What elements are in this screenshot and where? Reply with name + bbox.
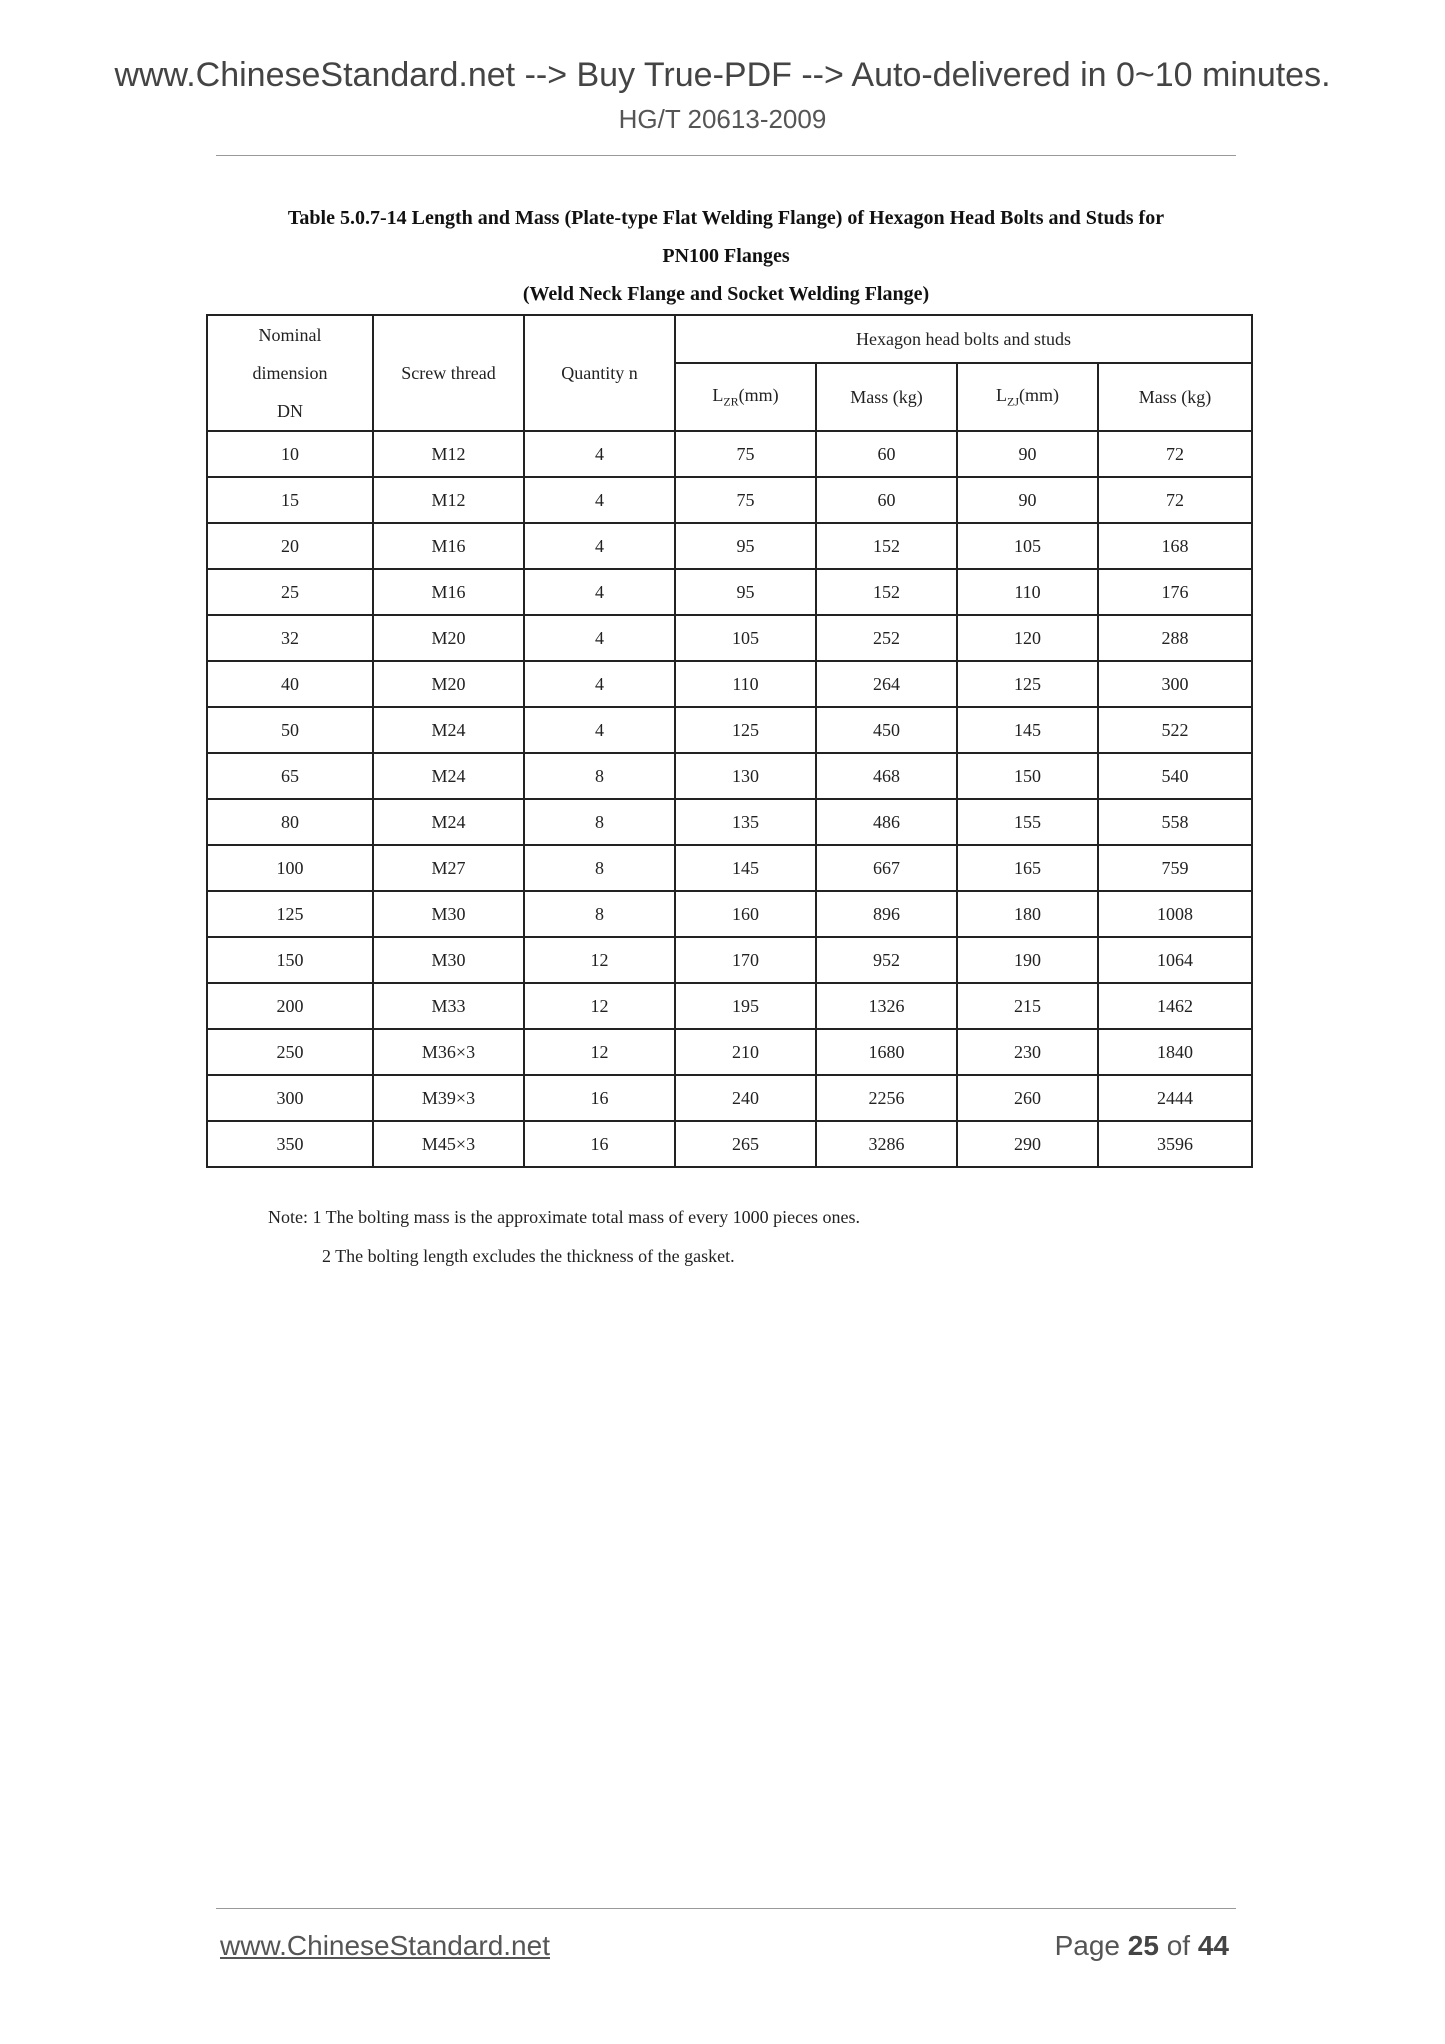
table-row	[207, 1029, 1252, 1075]
table-cell: M39×3	[373, 1075, 524, 1121]
table-cell: 160	[675, 891, 816, 937]
table-row	[207, 845, 1252, 891]
table-cell: M36×3	[373, 1029, 524, 1075]
table-cell: 210	[675, 1029, 816, 1075]
table-cell: 150	[957, 753, 1098, 799]
table-cell: 145	[675, 845, 816, 891]
table-cell: 16	[524, 1121, 675, 1167]
table-cell: 155	[957, 799, 1098, 845]
table-cell: 2256	[816, 1075, 957, 1121]
header-mass-2: Mass (kg)	[1098, 363, 1252, 431]
table-cell: 1680	[816, 1029, 957, 1075]
table-cell: M30	[373, 891, 524, 937]
table-row	[207, 523, 1252, 569]
table-cell: 952	[816, 937, 957, 983]
table-cell: 450	[816, 707, 957, 753]
table-cell: 252	[816, 615, 957, 661]
bolt-length-mass-table	[206, 314, 1253, 1168]
table-cell: 540	[1098, 753, 1252, 799]
table-cell: 16	[524, 1075, 675, 1121]
header-screw-thread: Screw thread	[373, 315, 524, 431]
table-cell: 105	[675, 615, 816, 661]
table-cell: 95	[675, 523, 816, 569]
table-cell: 896	[816, 891, 957, 937]
table-cell: 240	[675, 1075, 816, 1121]
table-cell: 12	[524, 983, 675, 1029]
table-cell: M16	[373, 569, 524, 615]
table-cell: 65	[207, 753, 373, 799]
table-cell: 80	[207, 799, 373, 845]
purchase-banner[interactable]: www.ChineseStandard.net --> Buy True-PDF --> Auto-delivered in 0~10 minutes.	[114, 56, 1331, 94]
table-cell: 2444	[1098, 1075, 1252, 1121]
table-cell: 3286	[816, 1121, 957, 1167]
header-quantity: Quantity n	[524, 315, 675, 431]
table-cell: 667	[816, 845, 957, 891]
table-cell: 72	[1098, 431, 1252, 477]
table-cell: 3596	[1098, 1121, 1252, 1167]
table-cell: 72	[1098, 477, 1252, 523]
table-cell: 264	[816, 661, 957, 707]
table-cell: 759	[1098, 845, 1252, 891]
table-cell: 165	[957, 845, 1098, 891]
header-divider	[216, 155, 1236, 156]
table-cell: 1462	[1098, 983, 1252, 1029]
table-cell: M20	[373, 615, 524, 661]
table-cell: 230	[957, 1029, 1098, 1075]
header-mass-1: Mass (kg)	[816, 363, 957, 431]
table-cell: M33	[373, 983, 524, 1029]
table-cell: 1840	[1098, 1029, 1252, 1075]
table-cell: 265	[675, 1121, 816, 1167]
header-hexagon-group: Hexagon head bolts and studs	[675, 315, 1252, 363]
table-cell: 180	[957, 891, 1098, 937]
table-cell: M30	[373, 937, 524, 983]
table-row	[207, 891, 1252, 937]
table-cell: 90	[957, 477, 1098, 523]
table-cell: 125	[207, 891, 373, 937]
table-cell: 4	[524, 569, 675, 615]
table-cell: 95	[675, 569, 816, 615]
table-cell: 4	[524, 661, 675, 707]
table-cell: M12	[373, 431, 524, 477]
table-cell: 75	[675, 477, 816, 523]
table-cell: 15	[207, 477, 373, 523]
table-row	[207, 983, 1252, 1029]
table-cell: 260	[957, 1075, 1098, 1121]
table-cell: 152	[816, 523, 957, 569]
table-row	[207, 431, 1252, 477]
page-indicator: Page 25 of 44	[1054, 1930, 1229, 1961]
table-row	[207, 661, 1252, 707]
header-nominal-dimension: Nominal dimension DN	[207, 315, 373, 431]
table-row	[207, 707, 1252, 753]
table-title-line-3: (Weld Neck Flange and Socket Welding Flange)	[522, 283, 930, 305]
footer-site-link[interactable]: www.ChineseStandard.net	[220, 1930, 550, 1961]
table-cell: 170	[675, 937, 816, 983]
table-cell: M20	[373, 661, 524, 707]
table-cell: 300	[207, 1075, 373, 1121]
table-cell: 110	[957, 569, 1098, 615]
table-cell: 8	[524, 845, 675, 891]
table-cell: 4	[524, 477, 675, 523]
table-cell: 4	[524, 707, 675, 753]
table-cell: 8	[524, 891, 675, 937]
table-title-line-1: Table 5.0.7-14 Length and Mass (Plate-type Flat Welding Flange) of Hexagon Head Bolts and Studs for	[287, 207, 1165, 229]
table-cell: 195	[675, 983, 816, 1029]
header-lzr: $L_{ZR}(mm)$	[675, 363, 816, 431]
table-cell: 130	[675, 753, 816, 799]
note-1: Note: 1 The bolting mass is the approximate total mass of every 1000 pieces ones.	[268, 1207, 861, 1227]
table-cell: M16	[373, 523, 524, 569]
table-cell: M12	[373, 477, 524, 523]
table-cell: M27	[373, 845, 524, 891]
table-cell: 12	[524, 937, 675, 983]
table-row	[207, 799, 1252, 845]
table-cell: 110	[675, 661, 816, 707]
table-cell: 8	[524, 799, 675, 845]
table-cell: 12	[524, 1029, 675, 1075]
table-cell: 25	[207, 569, 373, 615]
table-cell: 105	[957, 523, 1098, 569]
table-cell: 100	[207, 845, 373, 891]
table-cell: 288	[1098, 615, 1252, 661]
table-cell: 152	[816, 569, 957, 615]
table-cell: 1326	[816, 983, 957, 1029]
table-cell: 168	[1098, 523, 1252, 569]
table-cell: 190	[957, 937, 1098, 983]
table-cell: 290	[957, 1121, 1098, 1167]
table-cell: 300	[1098, 661, 1252, 707]
table-cell: 150	[207, 937, 373, 983]
table-cell: 60	[816, 477, 957, 523]
table-cell: M24	[373, 707, 524, 753]
footer-divider	[216, 1908, 1236, 1909]
table-cell: 120	[957, 615, 1098, 661]
table-cell: 4	[524, 431, 675, 477]
table-cell: 1008	[1098, 891, 1252, 937]
table-cell: 75	[675, 431, 816, 477]
table-cell: 522	[1098, 707, 1252, 753]
table-cell: 350	[207, 1121, 373, 1167]
table-cell: 135	[675, 799, 816, 845]
note-2: 2 The bolting length excludes the thickness of the gasket.	[322, 1246, 735, 1266]
table-cell: 60	[816, 431, 957, 477]
table-row	[207, 1075, 1252, 1121]
table-cell: 200	[207, 983, 373, 1029]
table-row	[207, 569, 1252, 615]
document-id: HG/T 20613-2009	[618, 104, 827, 134]
table-cell: 486	[816, 799, 957, 845]
table-cell: 20	[207, 523, 373, 569]
table-cell: 40	[207, 661, 373, 707]
table-row	[207, 615, 1252, 661]
table-cell: 90	[957, 431, 1098, 477]
table-cell: 8	[524, 753, 675, 799]
table-row	[207, 1121, 1252, 1167]
table-cell: 215	[957, 983, 1098, 1029]
table-cell: M24	[373, 799, 524, 845]
table-cell: 1064	[1098, 937, 1252, 983]
table-cell: 145	[957, 707, 1098, 753]
table-cell: M45×3	[373, 1121, 524, 1167]
table-cell: 125	[675, 707, 816, 753]
table-row	[207, 477, 1252, 523]
table-cell: 4	[524, 523, 675, 569]
table-body	[207, 431, 1252, 1167]
table-cell: 125	[957, 661, 1098, 707]
table-cell: 468	[816, 753, 957, 799]
table-row	[207, 937, 1252, 983]
table-title-line-2: PN100 Flanges	[662, 245, 790, 267]
header-lzj: $L_{ZJ}(mm)$	[957, 363, 1098, 431]
table-row	[207, 753, 1252, 799]
table-cell: M24	[373, 753, 524, 799]
table-cell: 250	[207, 1029, 373, 1075]
table-cell: 558	[1098, 799, 1252, 845]
table-cell: 32	[207, 615, 373, 661]
table-cell: 176	[1098, 569, 1252, 615]
table-cell: 4	[524, 615, 675, 661]
table-cell: 50	[207, 707, 373, 753]
table-cell: 10	[207, 431, 373, 477]
